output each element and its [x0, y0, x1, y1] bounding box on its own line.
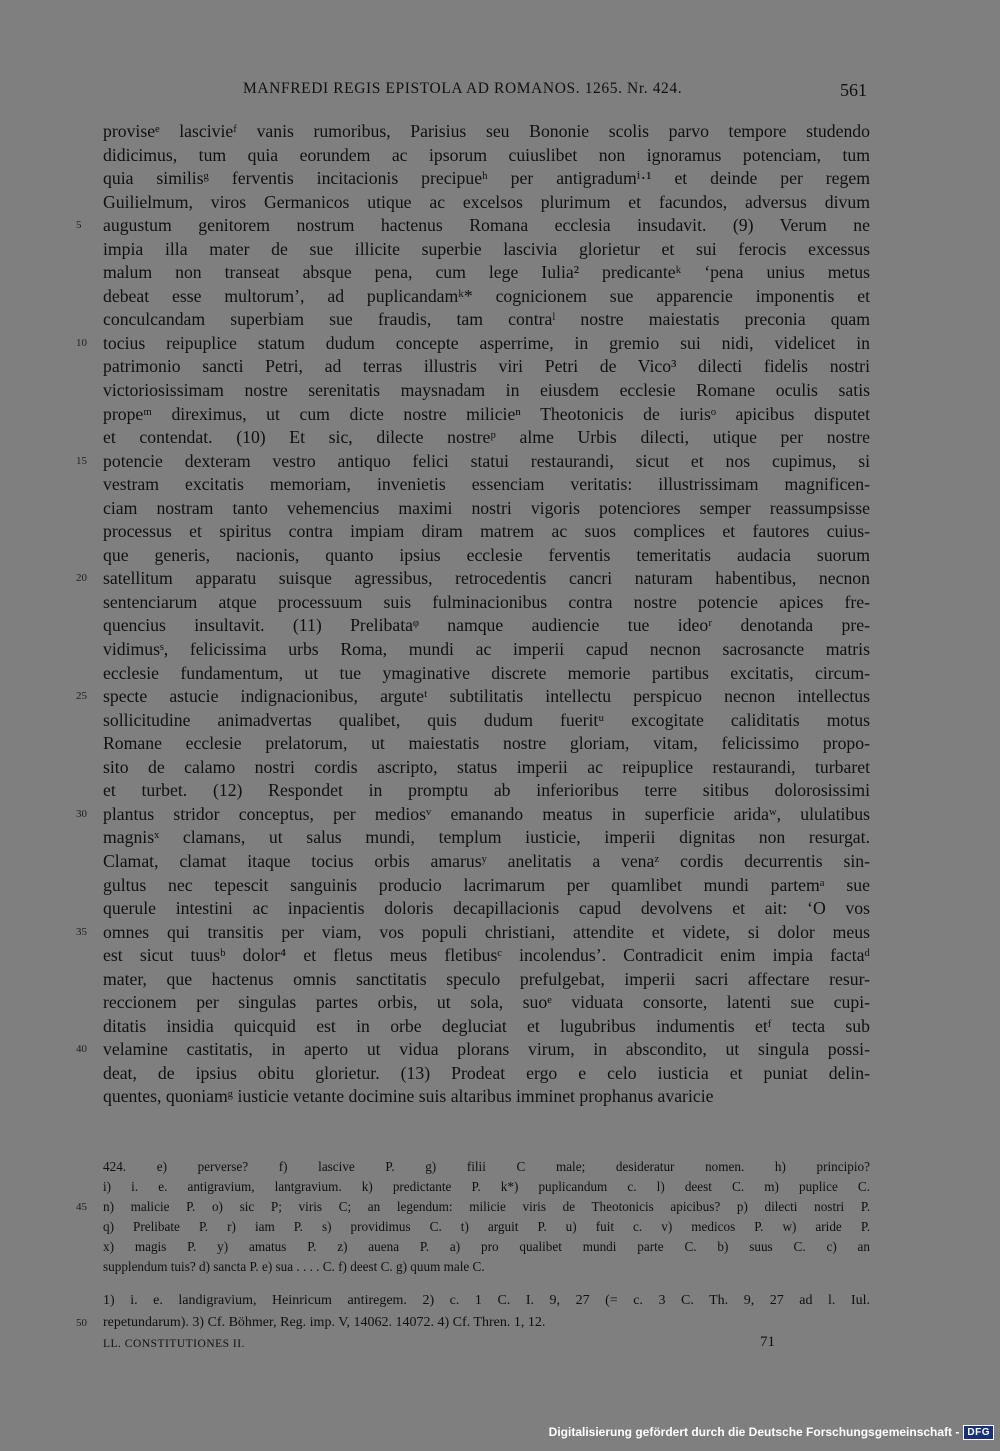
line-text: propeᵐ direximus, ut cum dicte nostre milicieⁿ Theotonicis de iurisᵒ apicibus disputet — [103, 403, 870, 424]
body-line — [103, 308, 870, 332]
line-text: quencius insultavit. (11) Prelibataᵠ namque audiencie tue ideoʳ denotanda pre- — [103, 615, 870, 636]
line-number: 10 — [76, 336, 87, 349]
line-text: Romane ecclesie prelatorum, ut maiestatis nostre gloriam, vitam, felicissimo propo- — [103, 733, 870, 754]
line-text: proviseᵉ lascivieᶠ vanis rumoribus, Parisius seu Bononie scolis parvo tempore studendo — [103, 121, 870, 141]
line-text: victoriosissimam nostre serenitatis maysnadam in eiusdem ecclesie Romane oculis satis — [103, 380, 870, 401]
line-text: n) malicie P. o) sic P; viris C; an legendum: milicie viris de Theotonicis apicibus? p) dilecti nostri P. — [103, 1199, 870, 1214]
body-line — [103, 968, 870, 992]
line-text: specte astucie indignacionibus, arguteᵗ subtilitatis intellectu perspicuo necnon intellectus — [103, 686, 870, 707]
line-number: 50 — [76, 1317, 87, 1329]
line-number: 30 — [76, 807, 87, 820]
line-text: vidimusˢ, felicissima urbs Roma, mundi ac imperii capud necnon sacrosancte matris — [103, 639, 870, 660]
line-text: est sicut tuusᵇ dolor⁴ et fletus meus fletibusᶜ incolendus’. Contradicit enim impia factaᵈ — [103, 945, 870, 966]
line-number: 15 — [76, 454, 87, 467]
body-line — [76, 803, 870, 827]
line-number: 40 — [76, 1043, 87, 1056]
body-line — [103, 591, 870, 615]
line-text: supplendum tuis? d) sancta P. e) sua . . . . C. f) deest C. g) quum male C. — [103, 1259, 485, 1274]
body-line — [103, 662, 870, 686]
body-line — [103, 638, 870, 662]
line-number: 20 — [76, 572, 87, 585]
body-line — [76, 567, 870, 591]
line-text: debeat esse multorum’, ad puplicandamᵏ* cognicionem sue apparencie imponentis et — [103, 285, 870, 306]
line-text: sito de calamo nostri cordis ascripto, status imperii ac reipuplice restaurandi, turbaret — [103, 756, 870, 777]
body-line — [76, 921, 870, 945]
line-text: et contendat. (10) Et sic, dilecte nostreᵖ alme Urbis dilecti, utique per nostre — [103, 427, 870, 448]
body-line — [103, 709, 870, 733]
dfg-banner — [549, 1423, 994, 1441]
line-text: quentes, quoniamᵍ iusticie vetante docimine suis altaribus imminet prophanus avaricie — [103, 1086, 714, 1107]
body-line — [76, 450, 870, 474]
line-text: impia illa mater de sue illicite superbie lascivia glorietur et sui ferocis excessus — [103, 238, 870, 259]
body-line — [103, 850, 870, 874]
line-text: magnisˣ clamans, ut salus mundi, templum iusticie, imperii dignitas non resurgat. — [103, 827, 870, 848]
line-text: reccionem per singulas partes orbis, ut sola, suoᵉ viduata consorte, latenti sue cupi- — [103, 992, 870, 1013]
line-text: ecclesie fundamentum, ut tue ymaginative discrete memorie partibus excitatis, circum- — [103, 662, 870, 683]
body-line — [103, 379, 870, 403]
main-text — [76, 120, 870, 1109]
body-line — [103, 1085, 870, 1109]
body-line — [103, 614, 870, 638]
line-text: velamine castitatis, in aperto ut vidua plorans virum, in abscondito, ut singula possi- — [103, 1039, 870, 1060]
body-line — [103, 779, 870, 803]
line-text: tocius reipuplice statum dudum concepte asperrime, in gremio sui nidi, videlicet in — [103, 332, 870, 353]
body-line — [76, 1038, 870, 1062]
body-line — [76, 332, 870, 356]
running-title: MANFREDI REGIS EPISTOLA AD ROMANOS. 1265. Nr. 424. — [243, 80, 683, 97]
line-text: Guilielmum, viros Germanicos utique ac excelsos plurimum et facundos, adversus divum — [103, 191, 870, 212]
source-notes — [76, 1290, 870, 1334]
body-line — [103, 426, 870, 450]
line-text: patrimonio sancti Petri, ad terras illustris viri Petri de Vico³ dilecti fidelis nostri — [103, 356, 870, 377]
line-text: quia similisᵍ ferventis incitacionis precipueʰ per antigradumⁱ·¹ et deinde per regem — [103, 168, 870, 189]
source-note-line — [103, 1290, 870, 1312]
sheet-number: 71 — [760, 1334, 775, 1350]
line-text: plantus stridor conceptus, per mediosᵛ emanando meatus in superficie aridaʷ, ululatibus — [103, 803, 870, 824]
sheet-signature: LL. CONSTITUTIONES II. — [103, 1338, 245, 1350]
line-text: processus et spiritus contra impiam diram matrem ac suos complices et fautores cuius- — [103, 521, 870, 542]
dfg-funding-text: Digitalisierung gefördert durch die Deutsche Forschungsgemeinschaft - — [548, 1425, 960, 1439]
line-text: potencie dexteram vestro antiquo felici statui restaurandi, sicut et nos cupimus, si — [103, 450, 870, 471]
apparatus-line — [103, 1177, 870, 1197]
body-line — [103, 944, 870, 968]
body-line — [103, 991, 870, 1015]
body-line — [103, 355, 870, 379]
line-text: querule intestini ac inpacientis doloris decapillacionis capud devolvens et ait: ‘O vos — [103, 898, 870, 919]
line-text: deat, de ipsius obitu glorietur. (13) Prodeat ergo e celo iusticia et puniat delin- — [103, 1062, 870, 1083]
line-text: 424. e) perverse? f) lascive P. g) filii C male; desideratur nomen. h) principio? — [103, 1159, 870, 1174]
apparatus-line — [103, 1257, 870, 1277]
line-number: 5 — [76, 219, 82, 232]
line-text: ciam nostram tanto vehemencius maximi nostri vigoris potenciores semper reassumpsisse — [103, 497, 870, 518]
apparatus-line — [103, 1237, 870, 1257]
body-line — [103, 1015, 870, 1039]
body-line — [103, 473, 870, 497]
body-line — [103, 120, 870, 144]
dfg-logo: DFG — [963, 1425, 994, 1440]
line-text: i) i. e. antigravium, lantgravium. k) predictante P. k*) puplicandum c. l) deest C. m) puplice C. — [103, 1179, 870, 1194]
line-text: q) Prelibate P. r) iam P. s) providimus C. t) arguit P. u) fuit c. v) medicos P. w) aride P. — [103, 1219, 870, 1234]
body-line — [103, 756, 870, 780]
line-text: didicimus, tum quia eorundem ac ipsorum cuiuslibet non ignoramus potenciam, tum — [103, 144, 870, 165]
body-line — [103, 167, 870, 191]
line-number: 45 — [76, 1201, 87, 1213]
line-text: satellitum apparatu suisque agressibus, retrocedentis cancri naturam habentibus, necnon — [103, 568, 870, 589]
line-text: et turbet. (12) Respondet in promptu ab inferioribus terre sitibus dolorosissimi — [103, 780, 870, 801]
line-text: x) magis P. y) amatus P. z) auena P. a) pro qualibet mundi parte C. b) suus C. c) an — [103, 1239, 870, 1254]
apparatus-line — [103, 1217, 870, 1237]
apparatus-line — [76, 1197, 870, 1217]
line-text: vestram excitatis memoriam, invenietis essenciam veritatis: illustrissimam magnificen- — [103, 474, 870, 495]
body-line — [103, 191, 870, 215]
line-text: que generis, nacionis, quanto ipsius ecclesie ferventis temeritatis audacia suorum — [103, 544, 870, 565]
page-number: 561 — [840, 80, 867, 100]
body-line — [103, 826, 870, 850]
line-text: sollicitudine animadvertas qualibet, quis dudum fueritᵘ excogitate caliditatis motus — [103, 709, 870, 730]
body-line — [103, 732, 870, 756]
body-line — [76, 685, 870, 709]
body-line — [103, 261, 870, 285]
line-text: augustum genitorem nostrum hactenus Romana ecclesia insudavit. (9) Verum ne — [103, 215, 870, 236]
line-text: omnes qui transitis per viam, vos populi christiani, attendite et videte, si dolor meus — [103, 921, 870, 942]
page-header — [0, 80, 1000, 104]
body-line — [103, 897, 870, 921]
body-line — [103, 544, 870, 568]
line-text: Clamat, clamat itaque tocius orbis amarusʸ anelitatis a venaᶻ cordis decurrentis sin- — [103, 850, 870, 871]
body-line — [103, 144, 870, 168]
line-number: 35 — [76, 925, 87, 938]
body-line — [103, 520, 870, 544]
line-text: ditatis insidia quicquid est in orbe degluciat et lugubribus indumentis etᶠ tecta sub — [103, 1015, 870, 1036]
body-line — [76, 214, 870, 238]
critical-apparatus — [76, 1157, 870, 1277]
line-number: 25 — [76, 690, 87, 703]
body-line — [103, 285, 870, 309]
line-text: conculcandam superbiam sue fraudis, tam contraˡ nostre maiestatis preconia quam — [103, 309, 870, 330]
line-text: repetundarum). 3) Cf. Böhmer, Reg. imp. V, 14062. 14072. 4) Cf. Thren. 1, 12. — [103, 1315, 546, 1330]
body-line — [103, 403, 870, 427]
line-text: sentenciarum atque processuum suis fulminacionibus contra nostre potencie apices fre- — [103, 591, 870, 612]
line-text: mater, que hactenus omnis sanctitatis speculo prefulgebat, imperii sacri affectare resur- — [103, 968, 870, 989]
body-line — [103, 497, 870, 521]
source-note-line — [76, 1312, 870, 1334]
line-text: 1) i. e. landigravium, Heinricum antiregem. 2) c. 1 C. I. 9, 27 (= c. 3 C. Th. 9, 27 ad l. Iul. — [103, 1293, 870, 1308]
body-line — [103, 1062, 870, 1086]
body-line — [103, 238, 870, 262]
line-text: gultus nec tepescit sanguinis producio lacrimarum per quamlibet mundi partemᵃ sue — [103, 874, 870, 895]
line-text: malum non transeat absque pena, cum lege Iulia² predicanteᵏ ‘pena unius metus — [103, 262, 870, 283]
apparatus-line — [103, 1157, 870, 1177]
body-line — [103, 874, 870, 898]
